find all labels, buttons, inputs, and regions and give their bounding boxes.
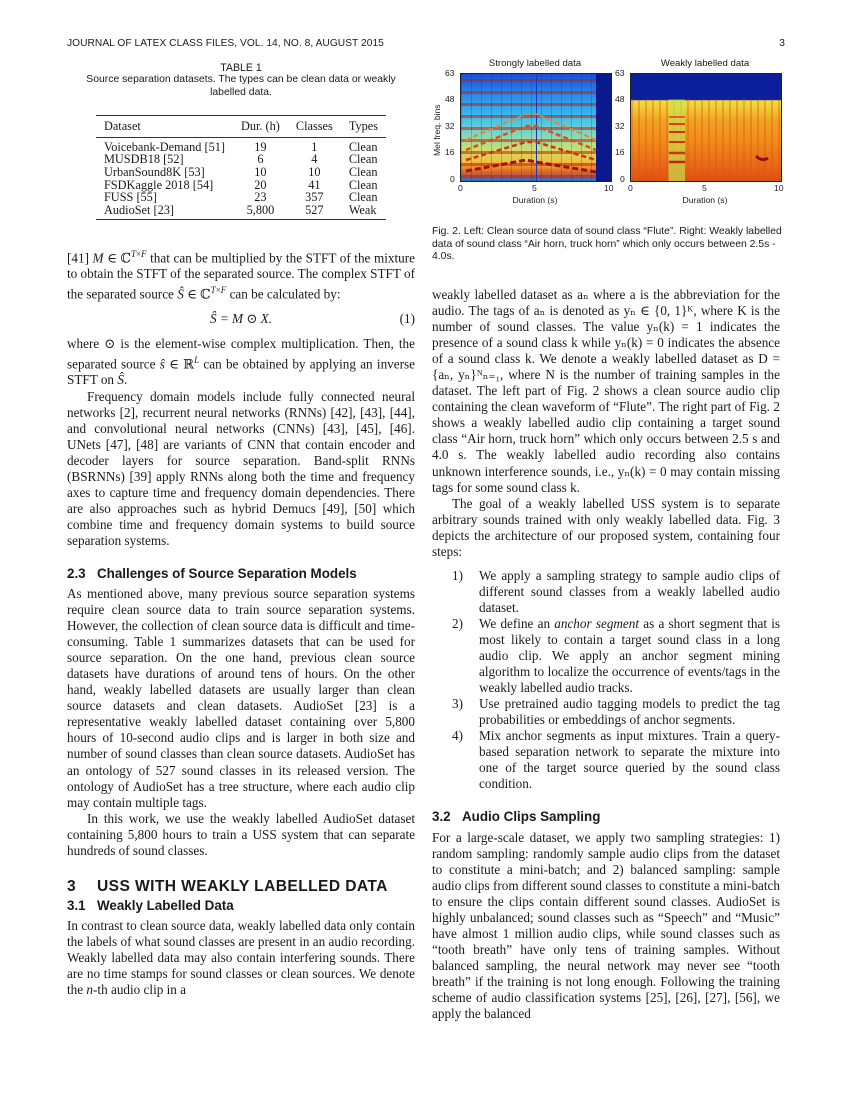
equation-number: (1) — [399, 310, 415, 326]
flute-harmonics — [461, 74, 611, 181]
right-column — [432, 287, 780, 1022]
y-tick-32: 32 — [445, 121, 455, 131]
cell-dataset: UrbanSound8K [53] — [103, 165, 205, 179]
x-tick-5-right: 5 — [702, 183, 707, 193]
weakly-labelled-spectrogram — [630, 73, 782, 182]
paragraph-goal: The goal of a weakly labelled USS system is to separate arbitrary sounds trained with only weakly labelled data. Fig. 3 depicts the architecture of our proposed system, containing four steps: — [432, 495, 780, 559]
table-row — [96, 204, 386, 220]
left-column — [67, 62, 415, 220]
paragraph-weakly-labelled: In contrast to clean source data, weakly labelled data only contain the labels of what sound classes are present in an audio recording. Weakly labelled data may also contain interfering sounds. There are no time stamps for sound classes or clean sources. We denote the n-th audio clip in a — [67, 917, 415, 998]
y-tick-32-right: 32 — [615, 121, 625, 131]
equation-1 — [67, 311, 415, 327]
cell-type: Clean — [348, 139, 378, 154]
table-header-row — [96, 116, 386, 138]
x-tick-0: 0 — [458, 183, 463, 193]
y-axis-label: Mel freq. bins — [432, 104, 442, 156]
x-tick-5: 5 — [532, 183, 537, 193]
cell-dataset: AudioSet [23] — [103, 202, 174, 217]
equation-body: Ŝ = M ⊙ X. — [209, 310, 273, 326]
air-horn-harmonics — [631, 74, 781, 181]
section-2-3-heading: 2.3 Challenges of Source Separation Models — [67, 565, 357, 581]
paragraph-sampling: For a large-scale dataset, we apply two sampling strategies: 1) random sampling: randomly sample audio clips from the dataset to constitute a mini-batch; and 2) balanced sampling: sample audio clips from different sound classes to constitute a mini-batch to ensure the clips contain different sound classes. AudioSet is highly unbalanced; sound classes such as “Speech” and “Music” have almost 1 million audio clips, while sound classes such as “tooth breath” have only tens of training samples. Without balanced sampling, the neural network may never see “tooth breath” if the training is not long enough. Following the training scheme of audio classification systems [25], [26], [27], [56], we apply the balanced — [432, 829, 780, 1022]
table-1-caption: Source separation datasets. The types can be clean data or weakly labelled data. — [86, 74, 396, 98]
cell-type: Clean — [348, 165, 378, 179]
y-tick-0: 0 — [450, 174, 455, 184]
col-header-classes: Classes — [295, 119, 333, 134]
x-tick-10: 10 — [604, 183, 614, 193]
cell-dataset: FSDKaggle 2018 [54] — [103, 177, 214, 192]
y-tick-63: 63 — [445, 68, 455, 78]
paragraph-inverse-stft: where ⊙ is the element-wise complex multiplication. Then, the separated source ŝ ∈ ℝ$^L$ can be obtained by applying an inverse STFT on Ŝ. — [67, 335, 415, 388]
y-tick-16: 16 — [445, 147, 455, 157]
cell-classes: 10 — [308, 165, 321, 179]
y-tick-16-right: 16 — [615, 147, 625, 157]
page-number: 3 — [779, 38, 785, 49]
table-row — [96, 166, 386, 179]
paragraph-notation: weakly labelled dataset as aₙ where a is the abbreviation for the audio. The tags of aₙ is denoted as yₙ ∈ {0, 1}ᴷ, where K is the number of sound classes. The value yₙ(k) = 1 indicates the presence of a sound class k while yₙ(k) = 0 indicates the absence of a sound class k. We denote a weakly labelled dataset as D = {aₙ, yₙ}ᴺₙ₌₁, where N is the number of training samples in the dataset. The left part of Fig. 2 shows a clean source audio clip containing the clean waveform of “Flute”. The right part of Fig. 2 shows a weakly labelled audio clip containing a target sound class “Air horn, truck horn” which only occurs between 2.5 s and 4.0 s. The weakly labelled audio recording also contains unknown interference sounds, i.e., yₙ(k) = 0 may contain missing tags for some sound class k. — [432, 287, 780, 495]
cell-classes: 527 — [305, 202, 324, 217]
cell-duration: 19 — [254, 139, 267, 154]
step-item: 3) Use pretrained audio tagging models to predict the tag probabilities or embeddings of anchor segments. — [452, 696, 780, 728]
table-1 — [96, 115, 386, 220]
col-header-types: Types — [348, 119, 379, 134]
cell-dataset: Voicebank-Demand [51] — [103, 139, 225, 154]
section-3-1-heading: 3.1 Weakly Labelled Data — [67, 897, 234, 913]
cell-duration: 23 — [254, 190, 267, 205]
cell-type: Clean — [348, 177, 378, 192]
y-tick-63-right: 63 — [615, 68, 625, 78]
section-3-2-heading: 3.2 Audio Clips Sampling — [432, 809, 601, 825]
step-item: 1) We apply a sampling strategy to sample audio clips of different sound classes from a weakly labelled audio dataset. — [452, 567, 780, 615]
x-axis-label-right: Duration (s) — [682, 195, 728, 205]
paragraph-mask: [41] M ∈ ℂ$^{T\times F}$ that can be multiplied by the STFT of the mixture to obtain the STFT of the separated source. The complex STFT of the separated source Ŝ ∈ ℂ$^{T\times F}$ can be calculated by: — [67, 249, 415, 302]
left-spectrogram-title: Strongly labelled data — [488, 58, 582, 69]
step-item: 4) Mix anchor segments as input mixtures. Train a query-based separation network to separate the mixture into one of the target source queried by the sound class condition. — [452, 728, 780, 792]
cell-dataset: MUSDB18 [52] — [103, 152, 184, 167]
table-row — [96, 191, 386, 204]
figure-2-caption: Fig. 2. Left: Clean source data of sound class “Flute”. Right: Weakly labelled data of sound class “Air horn, truck horn” which only occurs between 2.5s - 4.0s. — [432, 226, 782, 262]
y-tick-0-right: 0 — [620, 174, 625, 184]
cell-duration: 10 — [254, 165, 267, 179]
table-1-label: TABLE 1 — [220, 62, 262, 74]
strongly-labelled-spectrogram — [460, 73, 612, 182]
left-column-body — [67, 246, 415, 998]
cell-type: Weak — [348, 202, 377, 217]
col-header-duration: Dur. (h) — [240, 119, 280, 134]
right-spectrogram-title: Weakly labelled data — [660, 58, 750, 69]
cell-duration: 6 — [257, 152, 264, 167]
cell-classes: 4 — [311, 152, 318, 167]
cell-type: Clean — [348, 152, 378, 167]
cell-classes: 41 — [308, 177, 321, 192]
figure-2 — [432, 58, 822, 248]
table-row — [96, 137, 386, 153]
x-axis-label-left: Duration (s) — [512, 195, 558, 205]
y-tick-48: 48 — [445, 94, 455, 104]
running-header — [67, 38, 785, 49]
y-tick-48-right: 48 — [615, 94, 625, 104]
cell-classes: 357 — [305, 190, 324, 205]
section-3-heading: 3 USS WITH WEAKLY LABELLED DATA — [67, 877, 388, 895]
cell-classes: 1 — [311, 139, 318, 154]
paragraph-frequency-models: Frequency domain models include fully connected neural networks [2], recurrent neural networks (RNNs) [42], [43], [44], and convolutional neural networks (CNNs) [43], [45], [46]. UNets [47], [48] are variants of CNN that contain encoder and decoder layers for source separation. Band-split RNNs (BSRNNs) [39] apply RNNs along both the time and frequency axes to capture time and frequency domain dependencies. There are also approaches such as hybrid Demucs [49], [50] which combine time and frequency domain systems to build source separation systems. — [67, 388, 415, 548]
journal-title: JOURNAL OF LATEX CLASS FILES, VOL. 14, NO. 8, AUGUST 2015 — [67, 38, 384, 49]
col-header-dataset: Dataset — [103, 119, 141, 134]
paragraph-challenges: As mentioned above, many previous source separation systems require clean source data to train source separation systems. However, the collection of clean source data is difficult and time-consuming. Table 1 summarizes datasets that can be used for source separation. On the one hand, previous clean source datasets have durations of around tens of hours. On the other hand, weakly labelled datasets are usually larger than clean source datasets and clean datasets. AudioSet [23] is a representative weakly labelled dataset containing over 5,800 hours of 10-second audio clips and is larger in both size and number of sound classes than clean source datasets. AudioSet has an ontology of 527 sound classes in its released version. The ontology of AudioSet has a tree structure, where each audio clip may contain multiple tags. — [67, 586, 415, 810]
steps-list — [432, 568, 780, 793]
paragraph-this-work: In this work, we use the weakly labelled AudioSet dataset containing 5,800 hours to train a USS system that can separate hundreds of sound classes. — [67, 810, 415, 858]
step-item: 2) We define an anchor segment as a short segment that is most likely to contain a target sound class in a long audio clip. We apply an anchor segment mining algorithm to localize the occurrence of events/tags in the weakly labelled audio tracks. — [452, 615, 781, 696]
cell-type: Clean — [348, 190, 378, 205]
cell-dataset: FUSS [55] — [103, 190, 157, 205]
x-tick-10-right: 10 — [774, 183, 784, 193]
cell-duration: 20 — [254, 177, 267, 192]
x-tick-0-right: 0 — [628, 183, 633, 193]
cell-duration: 5,800 — [246, 202, 275, 217]
